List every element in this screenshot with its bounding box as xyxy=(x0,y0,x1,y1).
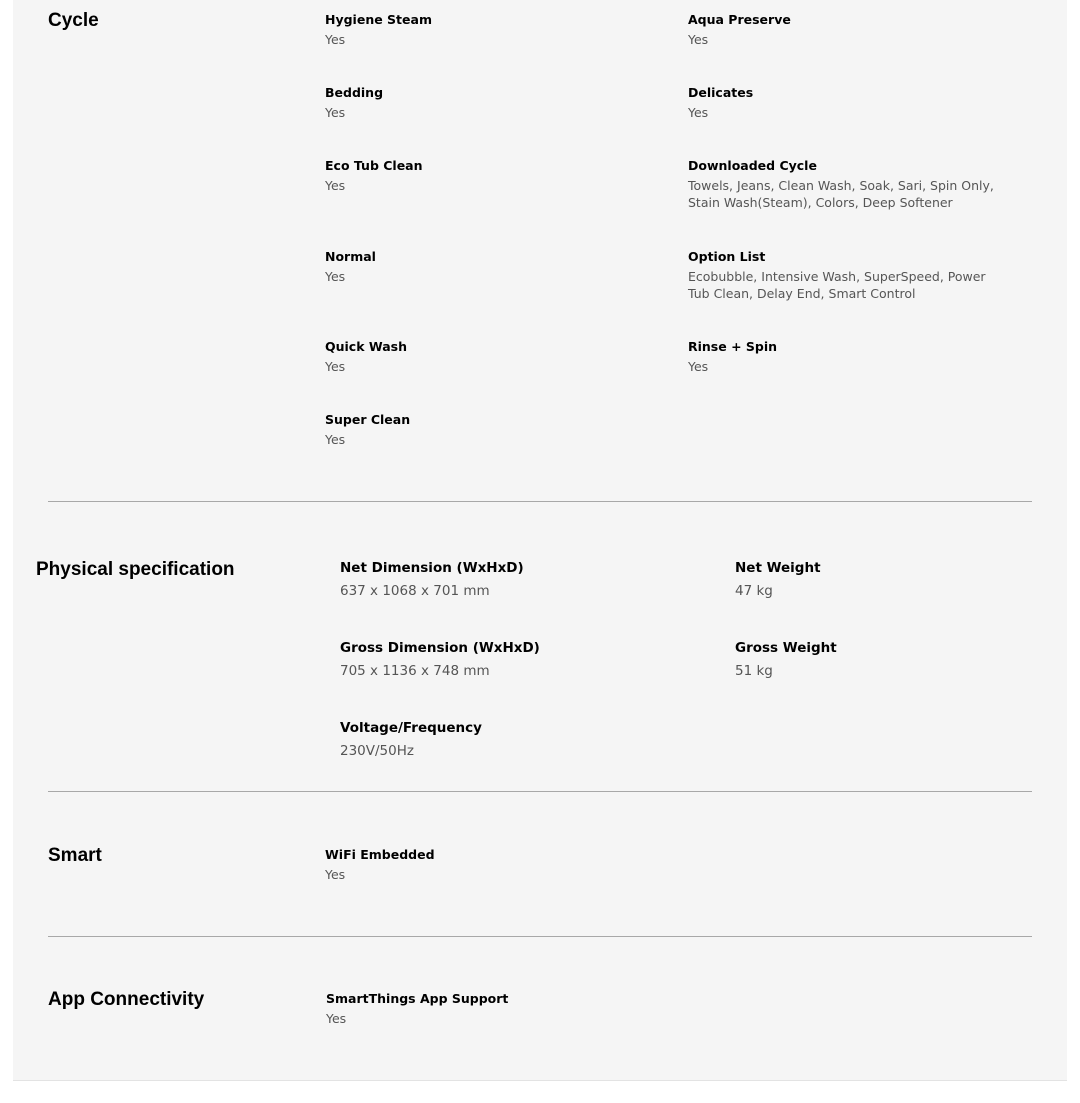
spec-net-weight xyxy=(735,560,1055,600)
spec-name: Option List xyxy=(688,249,766,264)
spec-name: Delicates xyxy=(688,85,754,100)
section-divider xyxy=(48,501,1032,502)
spec-name: Quick Wash xyxy=(325,339,408,354)
spec-name: Super Clean xyxy=(325,412,411,427)
spec-value: Yes xyxy=(688,359,709,374)
spec-value: 230V/50Hz xyxy=(340,743,414,759)
spec-smartthings-app-support xyxy=(326,991,646,1027)
spec-name: WiFi Embedded xyxy=(325,847,435,862)
spec-name: Gross Weight xyxy=(735,640,837,656)
spec-name: Voltage/Frequency xyxy=(340,720,482,736)
spec-bedding xyxy=(325,85,645,121)
spec-quick-wash xyxy=(325,339,645,375)
section-title-physical-specification: Physical specification xyxy=(36,559,235,580)
spec-gross-weight xyxy=(735,640,1055,680)
spec-hygiene-steam xyxy=(325,12,645,48)
spec-aqua-preserve xyxy=(688,12,1008,48)
section-title-app-connectivity: App Connectivity xyxy=(48,989,205,1010)
spec-name: Downloaded Cycle xyxy=(688,158,817,173)
spec-value: 51 kg xyxy=(735,663,773,679)
spec-value: Ecobubble, Intensive Wash, SuperSpeed, Power Tub Clean, Delay End, Smart Control xyxy=(688,269,986,301)
section-divider xyxy=(48,936,1032,937)
spec-name: Normal xyxy=(325,249,376,264)
spec-gross-dimension xyxy=(340,640,700,680)
spec-wifi-embedded xyxy=(325,847,645,883)
spec-value: Yes xyxy=(325,105,346,120)
spec-voltage-frequency xyxy=(340,720,700,760)
spec-downloaded-cycle xyxy=(688,158,1008,211)
spec-name: Eco Tub Clean xyxy=(325,158,423,173)
spec-value: Towels, Jeans, Clean Wash, Soak, Sari, Spin Only, Stain Wash(Steam), Colors, Deep Softener xyxy=(688,178,994,210)
spec-eco-tub-clean xyxy=(325,158,645,194)
spec-rinse-spin xyxy=(688,339,1008,375)
section-title-cycle: Cycle xyxy=(48,10,99,31)
spec-value: 705 x 1136 x 748 mm xyxy=(340,663,490,679)
spec-value: Yes xyxy=(326,1011,347,1026)
spec-net-dimension xyxy=(340,560,700,600)
spec-name: Net Dimension (WxHxD) xyxy=(340,560,524,576)
spec-value: Yes xyxy=(325,432,346,447)
spec-name: Gross Dimension (WxHxD) xyxy=(340,640,540,656)
spec-value: 47 kg xyxy=(735,583,773,599)
section-divider xyxy=(48,791,1032,792)
section-title-smart: Smart xyxy=(48,845,102,866)
spec-normal xyxy=(325,249,645,285)
spec-value: Yes xyxy=(688,105,709,120)
spec-value: 637 x 1068 x 701 mm xyxy=(340,583,490,599)
spec-value: Yes xyxy=(325,178,346,193)
spec-name: Hygiene Steam xyxy=(325,12,432,27)
spec-delicates xyxy=(688,85,1008,121)
spec-name: Rinse + Spin xyxy=(688,339,778,354)
spec-value: Yes xyxy=(325,359,346,374)
spec-name: Aqua Preserve xyxy=(688,12,791,27)
spec-super-clean xyxy=(325,412,645,448)
spec-option-list xyxy=(688,249,1008,302)
spec-value: Yes xyxy=(688,32,709,47)
spec-value: Yes xyxy=(325,269,346,284)
spec-name: SmartThings App Support xyxy=(326,991,509,1006)
spec-value: Yes xyxy=(325,867,346,882)
spec-name: Net Weight xyxy=(735,560,821,576)
spec-value: Yes xyxy=(325,32,346,47)
spec-name: Bedding xyxy=(325,85,384,100)
